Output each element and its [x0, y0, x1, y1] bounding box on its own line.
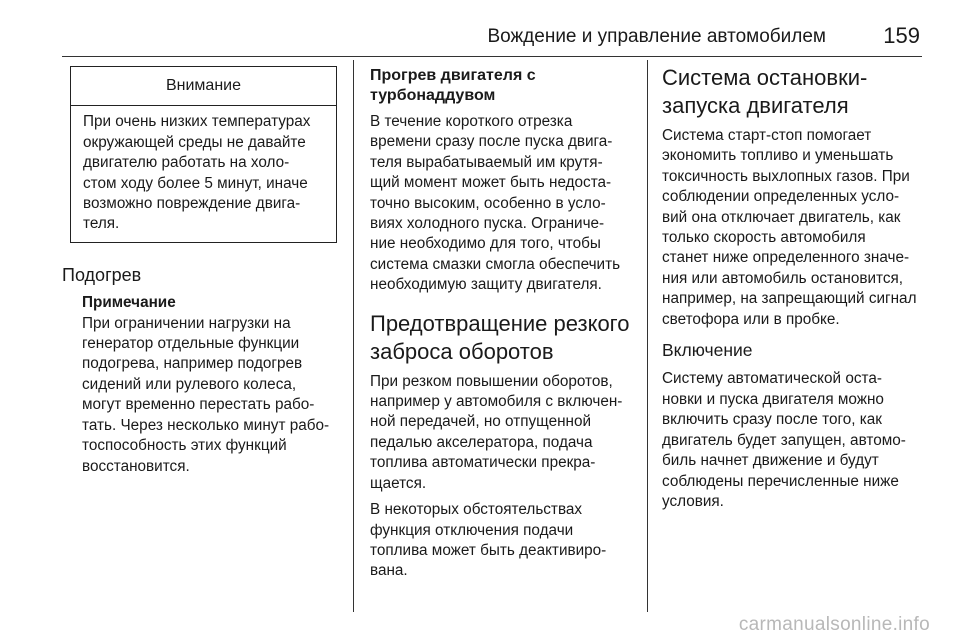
text-line: щается.: [370, 474, 427, 492]
text-line: тоспособность этих функций: [82, 437, 287, 455]
text-line: топлива автоматически прекра-: [370, 454, 596, 472]
page-header: [62, 20, 922, 57]
text-line: восстановится.: [82, 457, 190, 475]
text-line: соблюдении определенных усло-: [662, 188, 900, 206]
text-line: включить сразу после того, как: [662, 411, 882, 429]
text-line: теля вырабатываемый им крутя-: [370, 153, 603, 171]
text-line: например, на запрещающий сигнал: [662, 290, 917, 308]
text-line: ной передачей, но отпущенной: [370, 413, 592, 431]
text-line: соблюдены перечисленные ниже: [662, 472, 899, 490]
text-line: сидений или рулевого колеса,: [82, 375, 297, 393]
warning-text: [71, 106, 336, 241]
text-line: точно высоким, особенно в усло-: [370, 194, 606, 212]
column-2: [370, 60, 642, 588]
title-line: турбонаддувом: [370, 87, 496, 104]
text-line: щий момент может быть недоста-: [370, 174, 612, 192]
section-title-overrev: [370, 310, 642, 366]
text-line: При очень низких температурах: [83, 113, 311, 131]
text-line: теля.: [83, 215, 120, 233]
warning-title: Внимание: [71, 67, 336, 106]
text-line: светофора или в пробке.: [662, 310, 840, 328]
text-line: только скорость автомобиля: [662, 229, 866, 247]
text-line: токсичность выхлопных газов. При: [662, 167, 910, 185]
text-line: В течение короткого отрезка: [370, 113, 573, 130]
title-line: заброса оборотов: [370, 338, 554, 364]
text-line: условия.: [662, 492, 724, 510]
text-line: функция отключения подачи: [370, 521, 574, 539]
paragraph: [662, 369, 928, 512]
text-line: могут временно перестать рабо-: [82, 396, 315, 414]
title-line: Предотвращение резкого: [370, 310, 630, 336]
text-line: биль начнет движение и будут: [662, 452, 879, 470]
header-title: Вождение и управление автомобилем: [487, 26, 826, 47]
page-number: 159: [883, 23, 920, 48]
column-divider-left: [353, 60, 354, 612]
text-line: стом ходу более 5 минут, иначе: [83, 174, 308, 192]
text-line: окружающей среды не давайте: [83, 133, 306, 151]
text-line: необходимую защиту двигателя.: [370, 276, 602, 294]
text-line: новки и пуска двигателя можно: [662, 390, 884, 408]
text-line: тать. Через несколько минут рабо-: [82, 416, 330, 434]
subsection-title-activation: Включение: [662, 340, 753, 361]
text-line: генератор отдельные функции: [82, 335, 300, 353]
paragraph: [370, 500, 642, 582]
title-line: Система остановки-: [662, 65, 868, 90]
column-3: [662, 60, 928, 518]
text-line: двигателю работать на холо-: [83, 154, 290, 172]
paragraph: [370, 372, 642, 494]
text-line: ние необходимо для того, чтобы: [370, 235, 601, 253]
text-line: При ограничении нагрузки на: [82, 314, 291, 332]
warning-box: [70, 66, 337, 243]
column-1: [62, 60, 345, 477]
text-line: ния или автомобиль остановится,: [662, 269, 904, 287]
text-line: При резком повышении оборотов,: [370, 372, 613, 390]
text-line: станет ниже определенного значе-: [662, 249, 910, 267]
text-line: вий она отключает двигатель, как: [662, 208, 901, 226]
title-line: Прогрев двигателя с: [370, 67, 536, 84]
subsection-title-turbo: [370, 66, 642, 106]
text-line: топлива может быть деактивиро-: [370, 541, 607, 559]
text-line: двигатель будет запущен, автомо-: [662, 431, 906, 449]
watermark: carmanualsonline.info: [738, 614, 930, 635]
note-block: [62, 293, 345, 477]
column-divider-right: [647, 60, 648, 612]
text-line: система смазки смогла обеспечить: [370, 255, 621, 273]
text-line: Систему автоматической оста-: [662, 370, 882, 388]
paragraph: [662, 126, 928, 330]
text-line: возможно повреждение двига-: [83, 195, 301, 213]
text-line: В некоторых обстоятельствах: [370, 501, 583, 519]
text-line: вана.: [370, 562, 408, 580]
text-line: виях холодного пуска. Ограниче-: [370, 215, 605, 233]
text-line: времени сразу после пуска двига-: [370, 133, 613, 151]
text-line: например у автомобиля с включен-: [370, 393, 623, 411]
text-line: подогрева, например подогрев: [82, 355, 303, 373]
section-title-heating: Подогрев: [62, 264, 142, 285]
text-line: Система старт-стоп помогает: [662, 127, 872, 144]
text-line: экономить топливо и уменьшать: [662, 147, 894, 165]
text-line: педалью акселератора, подача: [370, 433, 593, 451]
title-line: запуска двигателя: [662, 93, 849, 118]
section-title-start-stop: [662, 64, 928, 120]
note-title: Примечание: [82, 294, 176, 312]
paragraph: [370, 112, 642, 296]
